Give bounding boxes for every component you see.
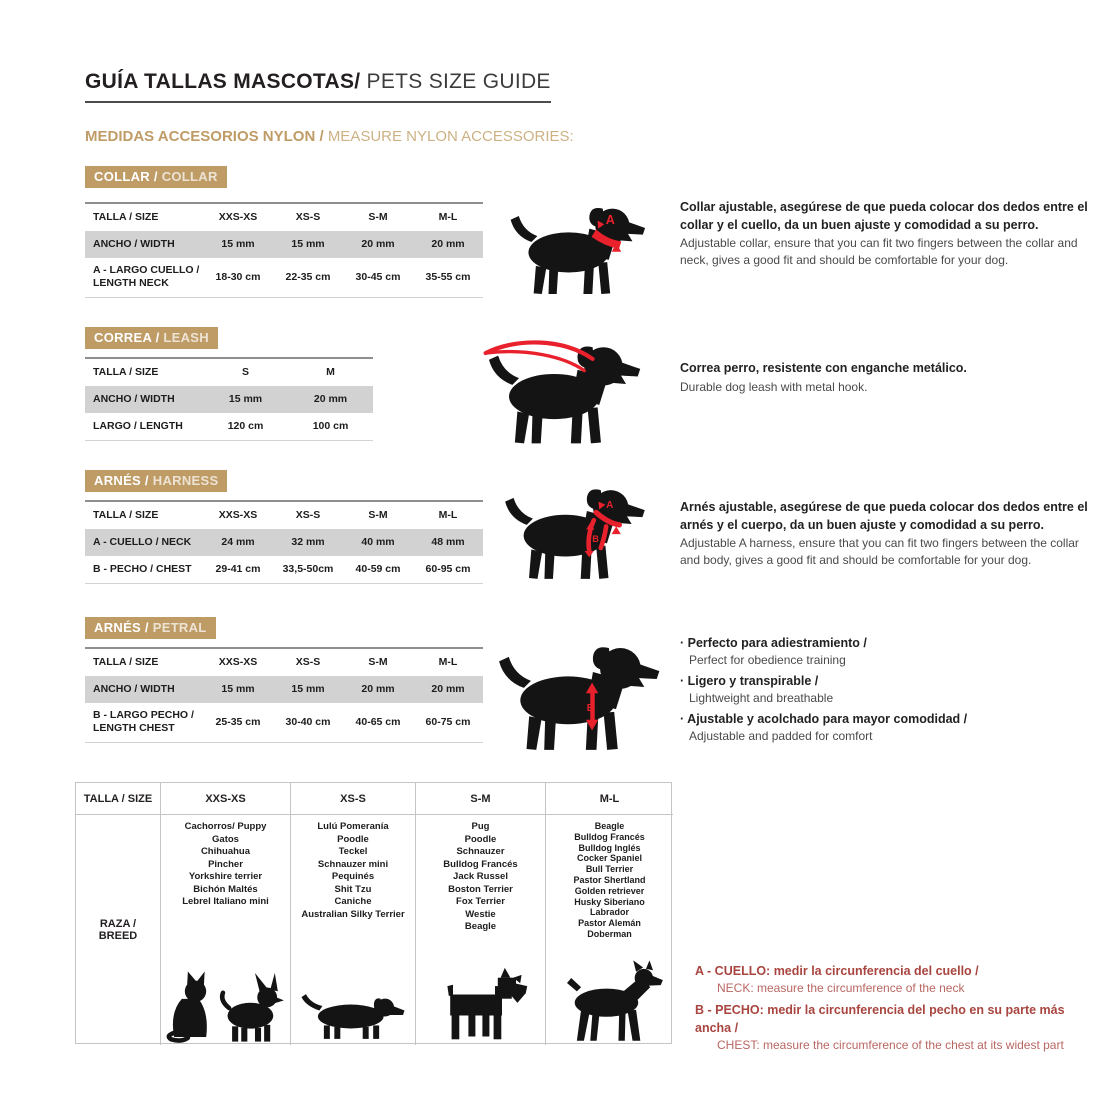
breed-size-table [75,782,672,1044]
footnote-b-en: CHEST: measure the circumference of the chest at its widest part [717,1038,1064,1053]
breed-item: Labrador [589,907,629,918]
page-subtitle [85,128,574,145]
breed-row-label-text: RAZA / BREED [98,918,138,942]
page-title-es: GUÍA TALLAS MASCOTAS/ [85,70,361,93]
size-col-header: XXS-XS [203,648,273,676]
table-row [85,555,483,583]
size-col-header: S [203,358,288,386]
spec-value-cell: 60-95 cm [413,555,483,583]
size-col-header: XXS-XS [203,501,273,529]
page-title-en: PETS SIZE GUIDE [360,70,551,93]
collar-desc-es: Collar ajustable, asegúrese de que pueda colocar dos dedos entre el collar y el cuello, da un buen ajuste y comodidad a su perro. [680,200,1088,232]
spec-value-cell: 40-59 cm [343,555,413,583]
table-row [85,257,483,297]
table-row [85,231,483,257]
section-badge-harness [85,470,227,492]
badge-label-es: ARNÉS / [94,473,153,488]
leash-size-table [85,357,373,441]
breed-item: Husky Siberiano [574,896,645,907]
spec-value-cell: 29-41 cm [203,555,273,583]
spec-row-label: A - LARGO CUELLO / LENGTH NECK [85,257,203,297]
breed-item: Lebrel Italiano mini [182,896,269,907]
doberman-silhouette-icon [556,959,664,1045]
breed-item: Teckel [338,846,368,857]
section-badge-leash [85,327,218,349]
breed-item: Caniche [334,896,372,907]
spec-value-cell: 35-55 cm [413,257,483,297]
petral-size-table [85,647,483,743]
dachshund-silhouette-icon [297,985,409,1045]
spec-value-cell: 20 mm [343,676,413,702]
spec-value-cell: 48 mm [413,529,483,555]
breed-cell-xxs-xs [161,815,291,1045]
breed-item: Pastor Alemán [578,918,641,929]
harness-desc-es: Arnés ajustable, asegúrese de que pueda colocar dos dedos entre el arnés y el cuerpo, da un buen ajuste y comodidad a su perro. [680,500,1088,532]
breed-cell-s-m [416,815,546,1045]
spec-row-label: ANCHO / WIDTH [85,676,203,702]
footnote-a-es: A - CUELLO: medir la circunferencia del cuello / [695,964,979,978]
badge-label-en: COLLAR [161,169,218,184]
breed-item: Pastor Shertland [573,874,646,885]
table-row [85,386,373,412]
breed-row-label [76,815,161,1045]
spec-value-cell: 15 mm [203,676,273,702]
breed-item: Schnauzer mini [317,858,389,870]
breed-item: Bulldog Inglés [578,842,641,853]
dog-with-collar-icon [487,196,665,300]
leash-description [680,360,1100,395]
spec-value-cell: 15 mm [273,231,343,257]
breed-item: Bichón Maltés [193,883,258,895]
breed-item: Schnauzer [456,846,505,857]
footnote-a-en: NECK: measure the circumference of the neck [717,981,965,996]
breed-col-header: XXS-XS [161,783,291,815]
size-col-header: M [288,358,373,386]
marker-b-label: B [592,533,599,544]
spec-value-cell: 15 mm [203,231,273,257]
table-row [85,529,483,555]
petral-bullet-es: · Ligero y transpirable / [680,672,1100,690]
marker-a-label: A [605,213,615,228]
size-col-header: S-M [343,203,413,231]
harness-description [680,499,1100,568]
breed-item: Fox Terrier [456,896,505,907]
page-subtitle-es: MEDIDAS ACCESORIOS NYLON / [85,128,328,145]
breed-col-header: TALLA / SIZE [76,783,161,815]
spec-value-cell: 40-65 cm [343,702,413,742]
spec-value-cell: 40 mm [343,529,413,555]
spec-value-cell: 33,5-50cm [273,555,343,583]
breed-item: Bull Terrier [585,864,634,875]
table-row [85,648,483,676]
breed-cell-xs-s [291,815,416,1045]
breed-item: Gatos [212,833,239,845]
spec-value-cell: 20 mm [413,676,483,702]
dog-with-leash-icon [460,333,665,450]
leash-desc-es: Correa perro, resistente con enganche metálico. [680,361,967,375]
size-col-header: XS-S [273,648,343,676]
collar-size-table [85,202,483,298]
spec-row-label: ANCHO / WIDTH [85,386,203,412]
badge-label-en: LEASH [163,330,209,345]
size-col-header: XS-S [273,501,343,529]
breed-list [443,821,517,934]
breed-list [182,821,269,909]
badge-label-en: PETRAL [152,620,207,635]
breed-col-header: XS-S [291,783,416,815]
schnauzer-silhouette-icon [432,965,530,1045]
size-col-header: TALLA / SIZE [85,203,203,231]
breed-item: Boston Terrier [448,883,513,895]
spec-value-cell: 20 mm [343,231,413,257]
spec-value-cell: 15 mm [203,386,288,412]
breed-item: Australian Silky Terrier [301,908,405,920]
page-subtitle-en: MEASURE NYLON ACCESSORIES: [327,128,574,145]
collar-description [680,199,1100,268]
breed-item: Bulldog Francés [574,831,645,842]
cat-and-chihuahua-silhouette-icon [165,965,287,1045]
breed-item: Chihuahua [200,846,251,857]
badge-label-es: COLLAR / [94,169,162,184]
footnote-b-es: B - PECHO: medir la circunferencia del pecho en su parte más ancha / [695,1002,1065,1036]
petral-bullet-en: Adjustable and padded for comfort [689,728,873,743]
badge-label-es: ARNÉS / [94,620,153,635]
dog-with-harness-icon [482,477,664,585]
size-col-header: TALLA / SIZE [85,648,203,676]
spec-value-cell: 22-35 cm [273,257,343,297]
dog-with-chest-arrow-icon [487,633,667,757]
spec-value-cell: 30-40 cm [273,702,343,742]
size-col-header: TALLA / SIZE [85,501,203,529]
petral-bullet-es: · Perfecto para adiestramiento / [680,634,1100,652]
table-row [85,702,483,742]
harness-desc-en: Adjustable A harness, ensure that you can fit two fingers between the collar and body, gives a good fit and should be comfortable for your dog. [680,536,1079,567]
petral-description [680,634,1100,748]
spec-value-cell: 30-45 cm [343,257,413,297]
spec-value-cell: 120 cm [203,412,288,440]
table-row [85,358,373,386]
petral-bullet-es: · Ajustable y acolchado para mayor comodidad / [680,710,1100,728]
spec-value-cell: 20 mm [413,231,483,257]
spec-value-cell: 32 mm [273,529,343,555]
breed-item: Golden retriever [574,885,645,896]
collar-desc-en: Adjustable collar, ensure that you can fit two fingers between the collar and neck, gives a good fit and should be comfortable for your dog. [680,236,1078,267]
page-title [85,70,551,103]
leash-desc-en: Durable dog leash with metal hook. [680,379,868,394]
marker-a-label: A [606,499,614,511]
spec-row-label: ANCHO / WIDTH [85,231,203,257]
spec-value-cell: 25-35 cm [203,702,273,742]
table-row [85,501,483,529]
breed-item: Yorkshire terrier [188,871,263,882]
breed-item: Pincher [208,858,243,870]
breed-col-header: S-M [416,783,546,815]
breed-list [573,821,645,940]
section-badge-petral [85,617,216,639]
petral-bullet-en: Perfect for obedience training [689,653,846,668]
spec-value-cell: 20 mm [288,386,373,412]
breed-item: Pequinés [331,871,375,882]
spec-value-cell: 18-30 cm [203,257,273,297]
breed-item: Shit Tzu [334,883,372,895]
breed-item: Bulldog Francés [443,858,518,870]
breed-cell-m-l [546,815,673,1045]
breed-item: Poodle [464,833,497,845]
size-col-header: TALLA / SIZE [85,358,203,386]
spec-row-label: LARGO / LENGTH [85,412,203,440]
size-col-header: XS-S [273,203,343,231]
breed-item: Westie [465,908,496,920]
spec-value-cell: 24 mm [203,529,273,555]
table-row [85,412,373,440]
breed-item: Beagle [464,921,497,932]
spec-value-cell: 100 cm [288,412,373,440]
spec-row-label: A - CUELLO / NECK [85,529,203,555]
size-col-header: M-L [413,501,483,529]
size-col-header: M-L [413,648,483,676]
harness-size-table [85,500,483,584]
breed-item: Jack Russel [453,871,508,882]
badge-label-en: HARNESS [152,473,219,488]
breed-col-header: M-L [546,783,673,815]
breed-item: Lulú Pomeranía [317,821,389,832]
size-col-header: XXS-XS [203,203,273,231]
badge-label-es: CORREA / [94,330,164,345]
measurement-footnotes [695,962,1100,1058]
breed-item: Beagle [594,821,625,831]
breed-item: Poodle [337,833,369,845]
breed-item: Cachorros/ Puppy [184,821,267,832]
breed-item: Pug [471,821,490,832]
spec-value-cell: 60-75 cm [413,702,483,742]
size-col-header: S-M [343,648,413,676]
section-badge-collar [85,166,227,188]
table-row [85,676,483,702]
spec-value-cell: 15 mm [273,676,343,702]
petral-bullet-en: Lightweight and breathable [689,691,834,706]
table-row [85,203,483,231]
marker-b-label: B [586,702,594,714]
spec-row-label: B - LARGO PECHO / LENGTH CHEST [85,702,203,742]
breed-list [301,821,404,921]
size-col-header: S-M [343,501,413,529]
size-col-header: M-L [413,203,483,231]
breed-item: Doberman [587,928,632,939]
spec-row-label: B - PECHO / CHEST [85,555,203,583]
breed-item: Cocker Spaniel [576,853,643,864]
